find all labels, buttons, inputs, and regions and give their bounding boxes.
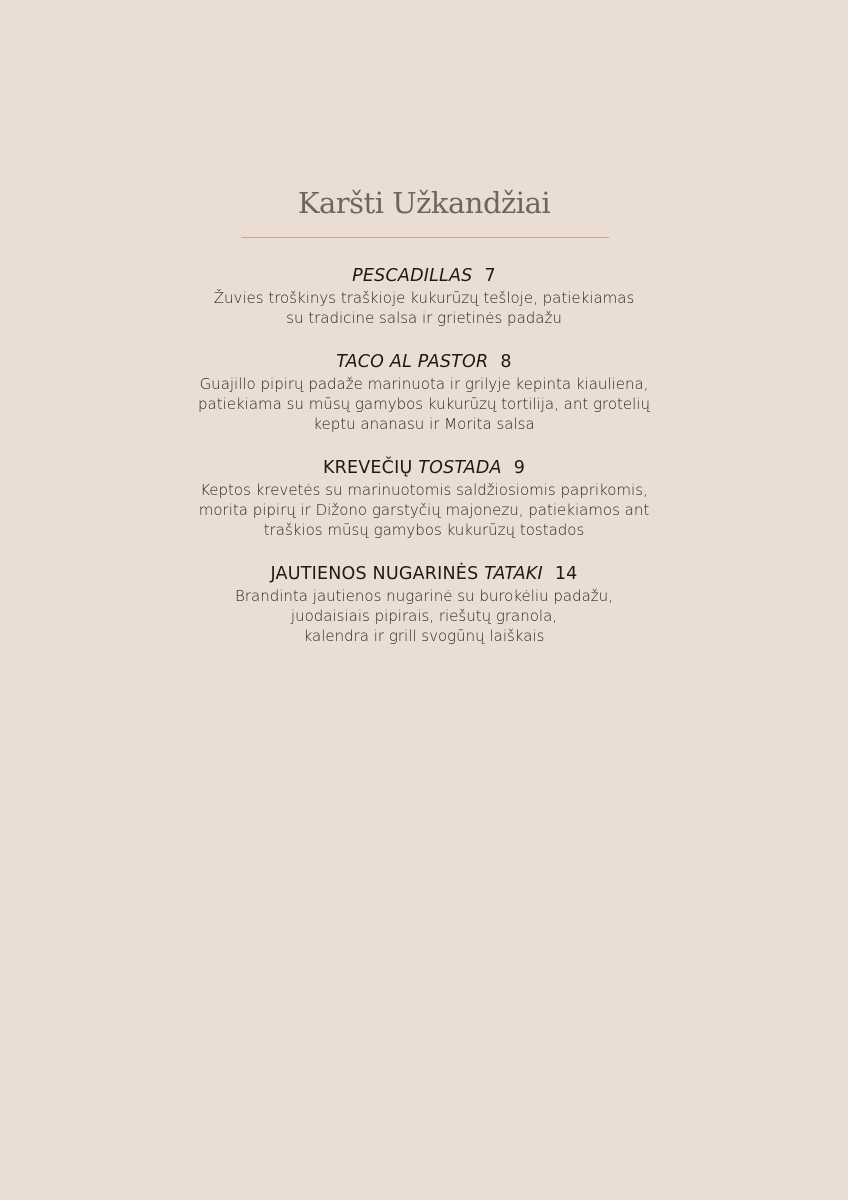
description-line: su tradicine salsa ir grietinės padažu <box>286 309 562 327</box>
menu-item-description <box>0 586 848 646</box>
description-line: keptu ananasu ir Morita salsa <box>313 415 535 433</box>
menu-item-price: 14 <box>554 564 578 584</box>
menu-item-description <box>0 288 848 328</box>
description-line: Keptos krevetės su marinuotomis saldžiosiomis paprikomis, <box>200 481 648 499</box>
menu-item-heading <box>0 350 848 374</box>
menu-list <box>0 264 848 668</box>
description-line: morita pipirų ir Dižono garstyčių majonezu, patiekiamos ant <box>198 501 650 519</box>
menu-item-name: JAUTIENOS NUGARINĖS <box>270 564 485 584</box>
section-title: Karšti Užkandžiai <box>297 186 551 220</box>
description-line: Brandinta jautienos nugarinė su burokėliu padažu, <box>235 587 613 605</box>
menu-item-name-italic: TACO AL PASTOR <box>336 352 489 372</box>
menu-item-price: 8 <box>500 352 512 372</box>
menu-item-heading <box>0 456 848 480</box>
description-line: Žuvies troškinys traškioje kukurūzų tešloje, patiekiamas <box>213 289 635 307</box>
description-line: juodaisiais pipirais, riešutų granola, <box>290 607 558 625</box>
menu-item-price: 9 <box>513 458 526 478</box>
menu-item-price: 7 <box>484 266 496 286</box>
title-divider <box>241 237 609 238</box>
menu-item-name-italic: TATAKI <box>484 564 543 584</box>
menu-item <box>0 456 848 540</box>
menu-item-heading <box>0 264 848 288</box>
menu-item-name-italic: TOSTADA <box>418 458 502 478</box>
menu-item-heading <box>0 562 848 586</box>
description-line: Guajillo pipirų padaže marinuota ir grilyje kepinta kiauliena, <box>199 375 649 393</box>
description-line: kalendra ir grill svogūnų laiškais <box>303 627 545 645</box>
description-line: patiekiama su mūsų gamybos kukurūzų tortilija, ant grotelių <box>198 395 650 413</box>
menu-item <box>0 562 848 646</box>
menu-item-name: KREVEČIŲ <box>322 458 419 478</box>
menu-item-description <box>0 374 848 434</box>
menu-item-description <box>0 480 848 540</box>
description-line: traškios mūsų gamybos kukurūzų tostados <box>263 521 585 539</box>
menu-item <box>0 264 848 328</box>
menu-item <box>0 350 848 434</box>
menu-item-name-italic: PESCADILLAS <box>352 266 473 286</box>
